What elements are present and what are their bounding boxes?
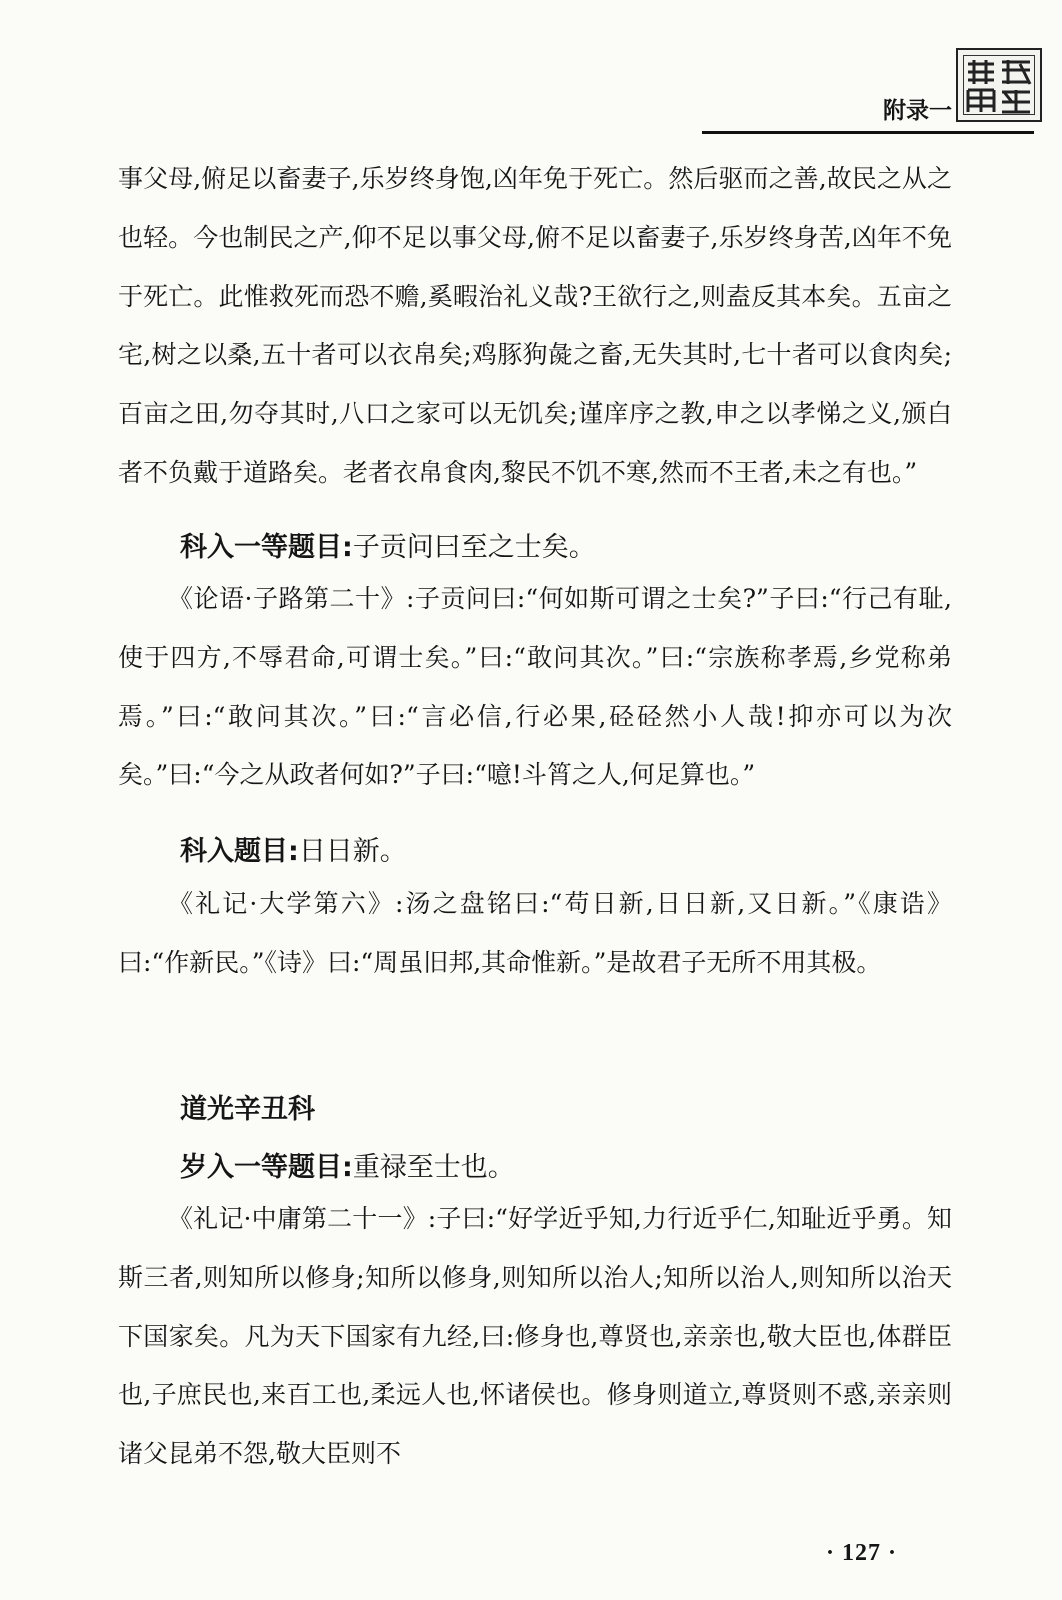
paragraph-mencius xyxy=(118,150,952,503)
heading-topic: 重禄至士也。 xyxy=(352,1152,515,1183)
page-number: · 127 · xyxy=(826,1540,898,1566)
paragraph-great-learning xyxy=(118,875,952,993)
heading-label: 科入一等题目: xyxy=(180,532,353,563)
heading-sui-first-rank xyxy=(118,1148,952,1188)
header-rule xyxy=(702,131,1034,134)
seal-emblem xyxy=(956,48,1042,122)
body-text: 事父母,俯足以畜妻子,乐岁终身饱,凶年免于死亡。然后驱而之善,故民之从之也轻。今也制民之产,仰不足以事父母,俯不足以畜妻子,乐岁终身苦,凶年不免于死亡。此惟救死而恐不赡,奚暇治礼义哉?王欲行之,则盍反其本矣。五亩之宅,树之以桑,五十者可以衣帛矣;鸡豚狗彘之畜,无失其时,七十者可以食肉矣;百亩之田,勿夺其时,八口之家可以无饥矣;谨庠序之教,申之以孝悌之义,颁白者不负戴于道路矣。老者衣帛食肉,黎民不饥不寒,然而不王者,未之有也。” xyxy=(118,164,952,487)
body-text: 《礼记·大学第六》:汤之盘铭曰:“苟日新,日日新,又日新。”《康诰》曰:“作新民。”《诗》曰:“周虽旧邦,其命惟新。”是故君子无所不用其极。 xyxy=(118,889,952,977)
section-heading xyxy=(118,1090,952,1130)
heading-topic: 子贡问曰至之士矣。 xyxy=(352,532,596,563)
body-text: 《论语·子路第二十》:子贡问曰:“何如斯可谓之士矣?”子曰:“行己有耻,使于四方,不辱君命,可谓士矣。”曰:“敢问其次。”曰:“宗族称孝焉,乡党称弟焉。”曰:“敢问其次。”曰:“言必信,行必果,硁硁然小人哉!抑亦可以为次矣。”曰:“今之从政者何如?”子曰:“噫!斗筲之人,何足算也。” xyxy=(118,584,952,790)
heading-label: 科入题目: xyxy=(180,836,299,867)
running-header: 附录一 xyxy=(883,98,952,124)
heading-label: 岁入一等题目: xyxy=(180,1152,353,1183)
body-text: 《礼记·中庸第二十一》:子曰:“好学近乎知,力行近乎仁,知耻近乎勇。知斯三者,则知所以修身;知所以修身,则知所以治人;知所以治人,则知所以治天下国家矣。凡为天下国家有九经,曰:修身也,尊贤也,亲亲也,敬大臣也,体群臣也,子庶民也,来百工也,柔远人也,怀诸侯也。修身则道立,尊贤则不惑,亲亲则诸父昆弟不怨,敬大臣则不 xyxy=(118,1204,952,1469)
paragraph-doctrine-of-mean xyxy=(118,1190,952,1484)
section-title: 道光辛丑科 xyxy=(180,1094,315,1125)
paragraph-analects xyxy=(118,570,952,805)
heading-ke-first-rank xyxy=(118,528,952,568)
heading-topic: 日日新。 xyxy=(298,836,407,867)
heading-ke-entry xyxy=(118,832,952,872)
